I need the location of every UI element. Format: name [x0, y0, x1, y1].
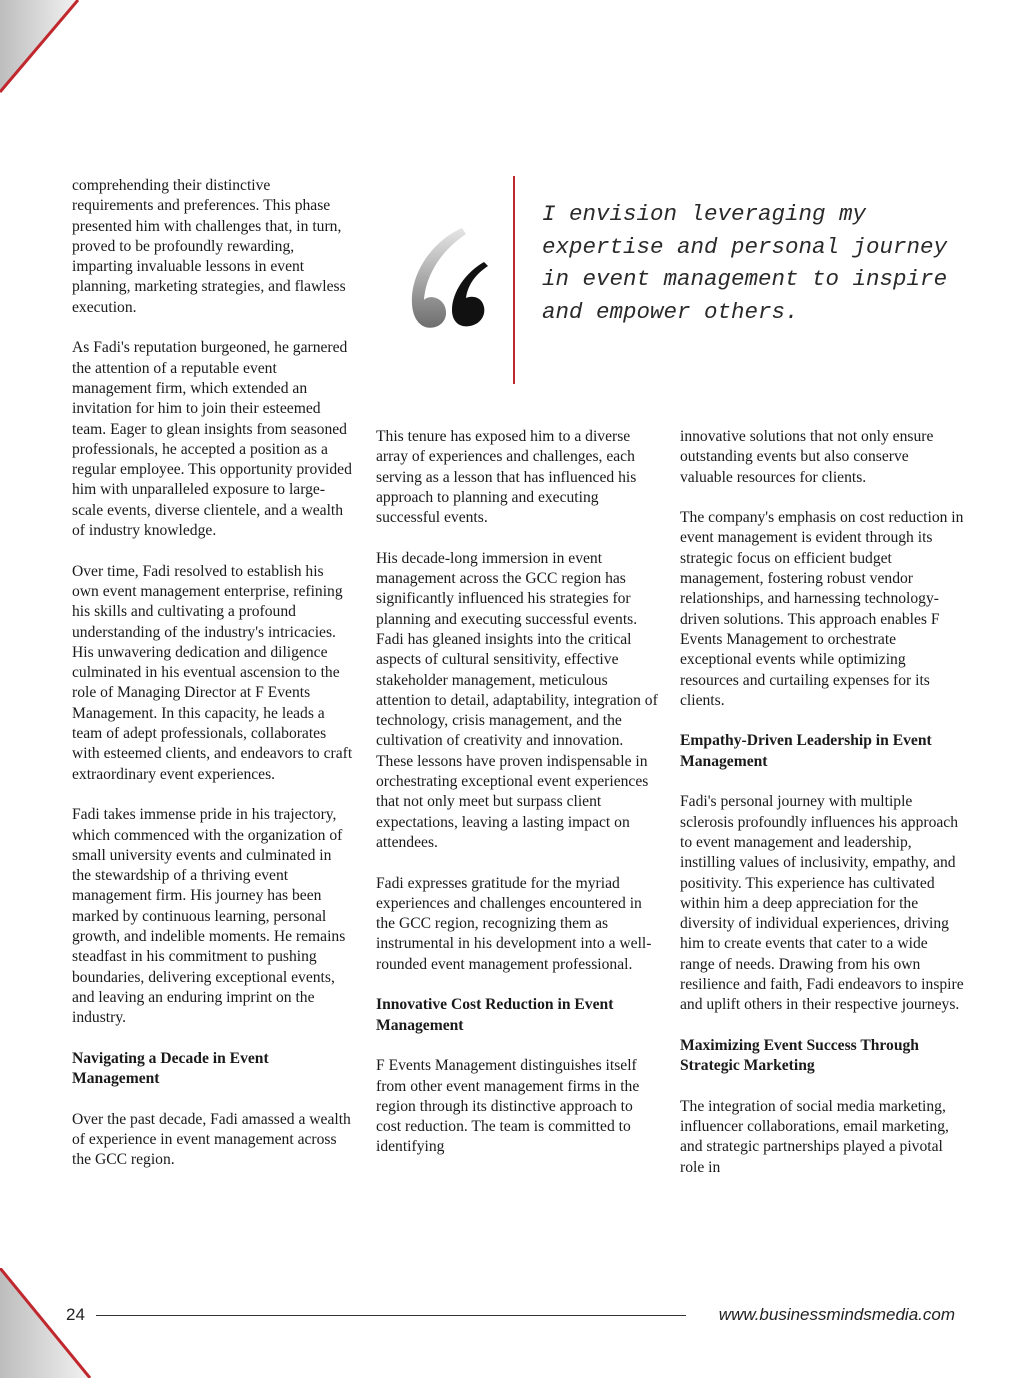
- paragraph: comprehending their distinctive requirements and preferences. This phase presented him with challenges that, in turn, proved to be profoundly rewarding, imparting invaluable lessons in event planning, marketing strategies, and flawless execution.: [72, 177, 346, 316]
- section-heading: Maximizing Event Success Through Strategic Marketing: [680, 1036, 919, 1075]
- paragraph: Fadi's personal journey with multiple sclerosis profoundly influences his approach to event management and leadership, instilling values of inclusivity, empathy, and positivity. This experience has cultivated within him a deep appreciation for the diversity of individual experiences, driving him to create events that cater to a wide range of needs. Drawing from his own resilience and faith, Fadi endeavors to inspire and uplift others in their respective journeys.: [680, 793, 964, 1014]
- article-column-3: [680, 427, 965, 1198]
- section-heading: Navigating a Decade in Event Management: [72, 1049, 269, 1088]
- quote-mark-icon: [404, 222, 500, 342]
- pull-quote: I envision leveraging my expertise and personal journey in event management to inspire and empower others.: [542, 201, 948, 325]
- paragraph: Fadi expresses gratitude for the myriad experiences and challenges encountered in the GCC region, recognizing them as instrumental in his development into a well-rounded event management professional.: [376, 874, 652, 973]
- footer-divider: [96, 1315, 686, 1316]
- paragraph: Fadi takes immense pride in his trajectory, which commenced with the organization of small university events and culminated in the stewardship of a thriving event management firm. His journey has been marked by continuous learning, personal growth, and indelible moments. He remains steadfast in his commitment to pushing boundaries, delivering exceptional events, and leaving an enduring imprint on the industry.: [72, 806, 346, 1027]
- corner-accent-top: [0, 0, 90, 100]
- section-heading: Innovative Cost Reduction in Event Management: [376, 996, 614, 1034]
- paragraph: His decade-long immersion in event management across the GCC region has significantly influenced his strategies for planning and executing successful events. Fadi has gleaned insights into the critical aspects of cultural sensitivity, effective stakeholder management, meticulous attention to detail, adaptability, integration of technology, crisis management, and the cultivation of creativity and innovation. These lessons have proven indispensable in orchestrating exceptional event experiences that not only meet but surpass client expectations, leaving a lasting impact on attendees.: [376, 549, 658, 851]
- paragraph: This tenure has exposed him to a diverse array of experiences and challenges, each serving as a lesson that has influenced his approach to planning and executing successful events.: [376, 428, 637, 527]
- page-footer: [0, 1300, 1023, 1332]
- paragraph: The integration of social media marketing, influencer collaborations, email marketing, and strategic partnerships played a pivotal role in: [680, 1097, 949, 1176]
- paragraph: Over time, Fadi resolved to establish his own event management enterprise, refining his skills and cultivating a profound understanding of the industry's intricacies. His unwavering dedication and diligence culminated in his eventual ascension to the role of Managing Director at F Events Management. In this capacity, he leads a team of adept professionals, collaborates with esteemed clients, and endeavors to craft extraordinary event experiences.: [72, 562, 353, 783]
- paragraph: As Fadi's reputation burgeoned, he garnered the attention of a reputable event management firm, which extended an invitation for him to join their esteemed team. Eager to glean insights from seasoned professionals, he accepted a position as a regular employee. This opportunity provided him with unparalleled exposure to large-scale events, diverse clientele, and a wealth of industry knowledge.: [72, 339, 352, 540]
- section-heading: Empathy-Driven Leadership in Event Management: [680, 732, 932, 770]
- article-column-1: [72, 176, 354, 1191]
- paragraph: The company's emphasis on cost reduction in event management is evident through its strategic focus on efficient budget management, fostering robust vendor relationships, and harnessing technology-driven solutions. This approach enables F Events Management to orchestrate exceptional events while optimizing resources and curtailing expenses for its clients.: [680, 509, 964, 709]
- website-link[interactable]: www.businessmindsmedia.com: [718, 1305, 955, 1324]
- article-column-2: [376, 427, 661, 1178]
- paragraph: Over the past decade, Fadi amassed a wealth of experience in event management across the GCC region.: [72, 1110, 351, 1169]
- paragraph: innovative solutions that not only ensure outstanding events but also conserve valuable resources for clients.: [680, 428, 934, 486]
- page-number: 24: [66, 1305, 85, 1324]
- paragraph: F Events Management distinguishes itself from other event management firms in the region through its distinctive approach to cost reduction. The team is committed to identifying: [376, 1057, 640, 1156]
- quote-divider: [513, 176, 515, 384]
